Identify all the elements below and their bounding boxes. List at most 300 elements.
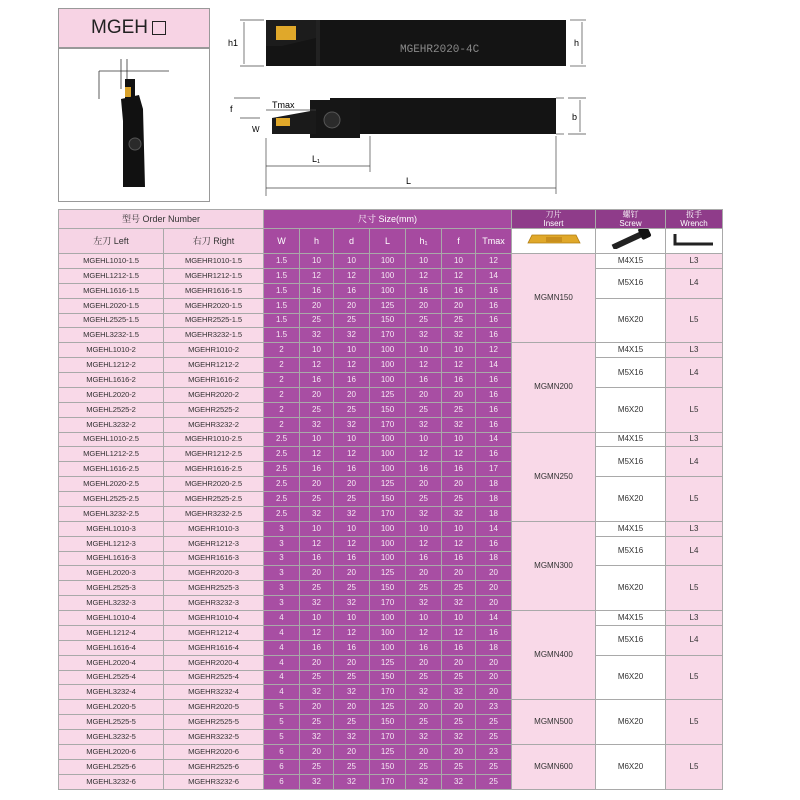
size-cell: 18 — [476, 506, 512, 521]
col-f-header: f — [442, 229, 476, 254]
size-cell: 20 — [442, 387, 476, 402]
col-tmax-header: Tmax — [476, 229, 512, 254]
svg-text:Tmax: Tmax — [272, 100, 295, 110]
size-cell: 25 — [476, 774, 512, 789]
table-row — [59, 566, 723, 581]
size-cell: 23 — [476, 700, 512, 715]
left-model-cell: MGEHL2020-3 — [59, 566, 164, 581]
size-cell: 10 — [334, 343, 370, 358]
size-cell: 32 — [334, 328, 370, 343]
wrench-cell: L4 — [666, 447, 723, 477]
wrench-cell: L3 — [666, 343, 723, 358]
size-cell: 16 — [476, 625, 512, 640]
right-model-cell: MGEHR2020-1.5 — [164, 298, 264, 313]
size-cell: 16 — [300, 640, 334, 655]
size-cell: 20 — [406, 700, 442, 715]
left-model-cell: MGEHL1010-2.5 — [59, 432, 164, 447]
screw-cell: M5X16 — [596, 625, 666, 655]
size-cell: 20 — [476, 566, 512, 581]
right-model-cell: MGEHR1616-1.5 — [164, 283, 264, 298]
size-cell: 125 — [370, 387, 406, 402]
right-model-cell: MGEHR1212-2.5 — [164, 447, 264, 462]
size-cell: 20 — [406, 655, 442, 670]
size-cell: 32 — [334, 417, 370, 432]
size-cell: 100 — [370, 551, 406, 566]
size-cell: 16 — [476, 536, 512, 551]
left-model-cell: MGEHL1616-1.5 — [59, 283, 164, 298]
size-cell: 125 — [370, 298, 406, 313]
size-cell: 32 — [406, 685, 442, 700]
order-number-header: 型号 Order Number — [59, 210, 264, 229]
wrench-cell: L5 — [666, 477, 723, 522]
size-cell: 12 — [300, 536, 334, 551]
right-model-cell: MGEHR2525-2.5 — [164, 492, 264, 507]
size-cell: 14 — [476, 611, 512, 626]
left-model-cell: MGEHL2020-2.5 — [59, 477, 164, 492]
col-h1-header: h₁ — [406, 229, 442, 254]
left-model-cell: MGEHL1212-3 — [59, 536, 164, 551]
size-cell: 10 — [334, 521, 370, 536]
size-cell: 4 — [264, 685, 300, 700]
size-cell: 16 — [334, 283, 370, 298]
size-cell: 125 — [370, 700, 406, 715]
screw-cell: M5X16 — [596, 358, 666, 388]
right-model-cell: MGEHR3232-1.5 — [164, 328, 264, 343]
size-cell: 100 — [370, 640, 406, 655]
tool-top-view-icon — [228, 20, 586, 66]
wrench-cell: L5 — [666, 700, 723, 745]
size-cell: 18 — [476, 492, 512, 507]
size-cell: 20 — [442, 744, 476, 759]
left-model-cell: MGEHL2020-5 — [59, 700, 164, 715]
table-row — [59, 298, 723, 313]
screw-cell: M5X16 — [596, 268, 666, 298]
table-row — [59, 387, 723, 402]
svg-text:b: b — [572, 112, 578, 122]
insert-cell: MGMN400 — [512, 611, 596, 700]
table-row — [59, 477, 723, 492]
size-cell: 170 — [370, 685, 406, 700]
size-cell: 1.5 — [264, 298, 300, 313]
insert-icon — [524, 231, 584, 247]
size-cell: 16 — [406, 640, 442, 655]
size-cell: 100 — [370, 625, 406, 640]
size-cell: 12 — [476, 254, 512, 269]
left-model-cell: MGEHL1212-4 — [59, 625, 164, 640]
size-cell: 16 — [334, 640, 370, 655]
wrench-cell: L5 — [666, 566, 723, 611]
hex-wrench-icon — [669, 230, 719, 248]
col-l-header: L — [370, 229, 406, 254]
size-cell: 18 — [476, 477, 512, 492]
size-cell: 1.5 — [264, 328, 300, 343]
size-cell: 10 — [334, 254, 370, 269]
screw-header: 螺钉 Screw — [596, 210, 666, 229]
size-cell: 2.5 — [264, 432, 300, 447]
size-cell: 3 — [264, 521, 300, 536]
wrench-cell: L3 — [666, 254, 723, 269]
tool-marking: MGEHR2020-4C — [400, 44, 480, 56]
right-model-cell: MGEHR2525-1.5 — [164, 313, 264, 328]
size-cell: 20 — [442, 700, 476, 715]
size-cell: 25 — [442, 313, 476, 328]
right-model-cell: MGEHR3232-2 — [164, 417, 264, 432]
insert-icon-cell — [512, 229, 596, 254]
size-cell: 20 — [300, 566, 334, 581]
size-cell: 100 — [370, 254, 406, 269]
size-cell: 2 — [264, 373, 300, 388]
right-model-cell: MGEHR1616-2 — [164, 373, 264, 388]
insert-cell: MGMN500 — [512, 700, 596, 745]
right-model-cell: MGEHR2525-4 — [164, 670, 264, 685]
size-cell: 25 — [476, 730, 512, 745]
size-cell: 20 — [406, 477, 442, 492]
size-cell: 170 — [370, 774, 406, 789]
size-cell: 125 — [370, 744, 406, 759]
size-cell: 25 — [476, 715, 512, 730]
size-cell: 32 — [300, 730, 334, 745]
size-cell: 25 — [442, 759, 476, 774]
size-cell: 100 — [370, 536, 406, 551]
right-model-cell: MGEHR3232-2.5 — [164, 506, 264, 521]
size-cell: 25 — [300, 715, 334, 730]
size-cell: 32 — [300, 328, 334, 343]
size-cell: 14 — [476, 358, 512, 373]
size-cell: 170 — [370, 328, 406, 343]
size-cell: 25 — [442, 402, 476, 417]
size-cell: 12 — [442, 447, 476, 462]
size-cell: 3 — [264, 536, 300, 551]
left-model-cell: MGEHL1010-1.5 — [59, 254, 164, 269]
left-model-cell: MGEHL2525-5 — [59, 715, 164, 730]
size-cell: 32 — [334, 685, 370, 700]
size-cell: 10 — [300, 254, 334, 269]
size-cell: 16 — [300, 551, 334, 566]
screw-cell: M6X20 — [596, 566, 666, 611]
left-model-cell: MGEHL3232-2.5 — [59, 506, 164, 521]
size-cell: 10 — [300, 432, 334, 447]
size-cell: 12 — [406, 268, 442, 283]
size-cell: 16 — [406, 373, 442, 388]
screw-cell: M6X20 — [596, 655, 666, 700]
size-cell: 25 — [406, 670, 442, 685]
left-model-cell: MGEHL2020-4 — [59, 655, 164, 670]
wrench-header: 扳手 Wrench — [666, 210, 723, 229]
svg-text:W: W — [252, 125, 260, 134]
table-row — [59, 536, 723, 551]
size-cell: 32 — [406, 506, 442, 521]
table-row — [59, 625, 723, 640]
left-model-cell: MGEHL1010-4 — [59, 611, 164, 626]
size-cell: 100 — [370, 343, 406, 358]
size-cell: 10 — [442, 432, 476, 447]
right-model-cell: MGEHR1010-1.5 — [164, 254, 264, 269]
size-cell: 2 — [264, 387, 300, 402]
size-cell: 25 — [300, 670, 334, 685]
left-model-cell: MGEHL1212-1.5 — [59, 268, 164, 283]
size-cell: 20 — [406, 744, 442, 759]
wrench-cell: L4 — [666, 358, 723, 388]
size-cell: 20 — [442, 566, 476, 581]
size-cell: 32 — [442, 685, 476, 700]
size-cell: 100 — [370, 283, 406, 298]
size-cell: 6 — [264, 774, 300, 789]
table-row — [59, 521, 723, 536]
table-row — [59, 343, 723, 358]
size-cell: 32 — [406, 730, 442, 745]
right-model-cell: MGEHR1616-3 — [164, 551, 264, 566]
wrench-cell: L5 — [666, 744, 723, 789]
size-cell: 12 — [334, 358, 370, 373]
size-cell: 25 — [334, 581, 370, 596]
size-cell: 10 — [300, 611, 334, 626]
size-cell: 20 — [476, 670, 512, 685]
size-cell: 20 — [442, 655, 476, 670]
size-cell: 4 — [264, 640, 300, 655]
size-cell: 20 — [300, 744, 334, 759]
size-cell: 10 — [442, 611, 476, 626]
left-model-cell: MGEHL3232-6 — [59, 774, 164, 789]
size-cell: 25 — [442, 715, 476, 730]
size-cell: 25 — [300, 492, 334, 507]
table-row — [59, 358, 723, 373]
size-cell: 4 — [264, 670, 300, 685]
table-row — [59, 655, 723, 670]
size-cell: 32 — [334, 506, 370, 521]
size-cell: 12 — [442, 268, 476, 283]
size-cell: 16 — [442, 283, 476, 298]
size-cell: 25 — [334, 492, 370, 507]
size-cell: 20 — [300, 655, 334, 670]
left-model-cell: MGEHL1616-4 — [59, 640, 164, 655]
size-cell: 100 — [370, 521, 406, 536]
left-model-cell: MGEHL2020-1.5 — [59, 298, 164, 313]
size-cell: 23 — [476, 744, 512, 759]
size-cell: 2 — [264, 358, 300, 373]
size-cell: 20 — [406, 566, 442, 581]
size-cell: 150 — [370, 492, 406, 507]
size-cell: 100 — [370, 268, 406, 283]
col-d-header: d — [334, 229, 370, 254]
size-cell: 100 — [370, 373, 406, 388]
size-cell: 16 — [476, 402, 512, 417]
size-cell: 2 — [264, 417, 300, 432]
size-cell: 3 — [264, 596, 300, 611]
insert-cell: MGMN200 — [512, 343, 596, 432]
size-cell: 20 — [334, 477, 370, 492]
size-cell: 16 — [476, 298, 512, 313]
wrench-cell: L5 — [666, 298, 723, 343]
left-model-cell: MGEHL1616-2 — [59, 373, 164, 388]
col-h-header: h — [300, 229, 334, 254]
size-cell: 16 — [476, 328, 512, 343]
right-model-cell: MGEHR2020-2.5 — [164, 477, 264, 492]
size-cell: 25 — [300, 759, 334, 774]
right-model-cell: MGEHR1010-3 — [164, 521, 264, 536]
size-cell: 32 — [334, 596, 370, 611]
size-cell: 25 — [442, 581, 476, 596]
insert-header: 刀片 Insert — [512, 210, 596, 229]
right-model-cell: MGEHR1212-4 — [164, 625, 264, 640]
size-cell: 3 — [264, 581, 300, 596]
right-model-cell: MGEHR2525-3 — [164, 581, 264, 596]
size-cell: 32 — [406, 417, 442, 432]
left-model-cell: MGEHL3232-3 — [59, 596, 164, 611]
size-cell: 20 — [406, 387, 442, 402]
right-model-cell: MGEHR3232-5 — [164, 730, 264, 745]
left-model-cell: MGEHL1010-3 — [59, 521, 164, 536]
size-cell: 32 — [406, 774, 442, 789]
size-cell: 150 — [370, 313, 406, 328]
screw-icon-cell — [596, 229, 666, 254]
size-cell: 20 — [334, 298, 370, 313]
size-cell: 16 — [476, 417, 512, 432]
size-cell: 2 — [264, 402, 300, 417]
size-cell: 18 — [476, 551, 512, 566]
size-cell: 5 — [264, 730, 300, 745]
size-cell: 10 — [334, 611, 370, 626]
size-cell: 20 — [334, 700, 370, 715]
size-cell: 20 — [300, 700, 334, 715]
size-cell: 20 — [442, 298, 476, 313]
svg-text:f: f — [230, 104, 233, 114]
right-model-cell: MGEHR1212-3 — [164, 536, 264, 551]
wrench-cell: L3 — [666, 521, 723, 536]
size-cell: 17 — [476, 462, 512, 477]
size-cell: 100 — [370, 358, 406, 373]
size-cell: 20 — [476, 655, 512, 670]
size-cell: 12 — [406, 536, 442, 551]
screw-cell: M4X15 — [596, 432, 666, 447]
size-cell: 12 — [334, 268, 370, 283]
size-cell: 32 — [300, 774, 334, 789]
table-row — [59, 744, 723, 759]
left-model-cell: MGEHL2525-3 — [59, 581, 164, 596]
table-row — [59, 611, 723, 626]
size-cell: 12 — [476, 343, 512, 358]
size-cell: 20 — [334, 387, 370, 402]
left-model-cell: MGEHL2020-2 — [59, 387, 164, 402]
table-row — [59, 254, 723, 269]
size-cell: 25 — [406, 402, 442, 417]
svg-text:h: h — [574, 38, 580, 48]
insert-cell: MGMN300 — [512, 521, 596, 610]
size-cell: 25 — [334, 670, 370, 685]
spec-table — [58, 209, 723, 790]
size-cell: 25 — [300, 581, 334, 596]
svg-text:L: L — [406, 176, 412, 186]
size-cell: 12 — [442, 358, 476, 373]
size-header: 尺寸 Size(mm) — [264, 210, 512, 229]
size-cell: 25 — [300, 313, 334, 328]
size-cell: 32 — [300, 417, 334, 432]
size-cell: 25 — [406, 492, 442, 507]
size-cell: 4 — [264, 611, 300, 626]
right-model-cell: MGEHR3232-3 — [164, 596, 264, 611]
size-cell: 25 — [406, 581, 442, 596]
size-cell: 20 — [334, 744, 370, 759]
size-cell: 20 — [300, 298, 334, 313]
insert-cell: MGMN600 — [512, 744, 596, 789]
left-model-cell: MGEHL2525-6 — [59, 759, 164, 774]
size-cell: 1.5 — [264, 283, 300, 298]
size-cell: 2.5 — [264, 492, 300, 507]
size-cell: 16 — [442, 373, 476, 388]
size-cell: 20 — [300, 477, 334, 492]
screw-icon — [601, 229, 661, 249]
left-model-cell: MGEHL2525-1.5 — [59, 313, 164, 328]
size-cell: 10 — [300, 521, 334, 536]
size-cell: 12 — [406, 447, 442, 462]
size-cell: 12 — [334, 536, 370, 551]
left-model-cell: MGEHL1010-2 — [59, 343, 164, 358]
size-cell: 12 — [442, 625, 476, 640]
size-cell: 12 — [406, 625, 442, 640]
size-cell: 25 — [476, 759, 512, 774]
insert-cell: MGMN250 — [512, 432, 596, 521]
size-cell: 1.5 — [264, 254, 300, 269]
right-model-cell: MGEHR3232-4 — [164, 685, 264, 700]
size-cell: 12 — [442, 536, 476, 551]
wrench-cell: L3 — [666, 611, 723, 626]
wrench-cell: L4 — [666, 536, 723, 566]
product-title: MGEH — [91, 17, 148, 38]
size-cell: 16 — [476, 283, 512, 298]
wrench-cell: L5 — [666, 655, 723, 700]
size-cell: 32 — [442, 417, 476, 432]
size-cell: 14 — [476, 432, 512, 447]
right-model-cell: MGEHR2525-6 — [164, 759, 264, 774]
size-cell: 32 — [300, 596, 334, 611]
size-cell: 20 — [476, 685, 512, 700]
size-cell: 125 — [370, 566, 406, 581]
screw-cell: M6X20 — [596, 298, 666, 343]
size-cell: 170 — [370, 730, 406, 745]
size-cell: 100 — [370, 611, 406, 626]
size-cell: 3 — [264, 566, 300, 581]
size-cell: 14 — [476, 268, 512, 283]
right-model-cell: MGEHR2525-2 — [164, 402, 264, 417]
size-cell: 25 — [334, 313, 370, 328]
size-cell: 170 — [370, 596, 406, 611]
wrench-cell: L5 — [666, 387, 723, 432]
size-cell: 32 — [406, 596, 442, 611]
right-model-cell: MGEHR2525-5 — [164, 715, 264, 730]
right-header: 右刀 Right — [164, 229, 264, 254]
size-cell: 16 — [406, 462, 442, 477]
size-cell: 12 — [406, 358, 442, 373]
insert-cell: MGMN150 — [512, 254, 596, 343]
size-cell: 16 — [476, 313, 512, 328]
tool-front-view-icon — [230, 98, 586, 196]
size-cell: 10 — [406, 521, 442, 536]
screw-cell: M4X15 — [596, 343, 666, 358]
size-cell: 100 — [370, 462, 406, 477]
size-cell: 18 — [476, 640, 512, 655]
size-cell: 150 — [370, 715, 406, 730]
size-cell: 16 — [406, 283, 442, 298]
size-cell: 12 — [300, 447, 334, 462]
size-cell: 12 — [334, 447, 370, 462]
size-cell: 16 — [476, 447, 512, 462]
screw-cell: M4X15 — [596, 254, 666, 269]
size-cell: 12 — [300, 268, 334, 283]
size-cell: 10 — [406, 432, 442, 447]
size-cell: 16 — [442, 640, 476, 655]
size-cell: 4 — [264, 655, 300, 670]
size-cell: 32 — [406, 328, 442, 343]
size-cell: 100 — [370, 432, 406, 447]
